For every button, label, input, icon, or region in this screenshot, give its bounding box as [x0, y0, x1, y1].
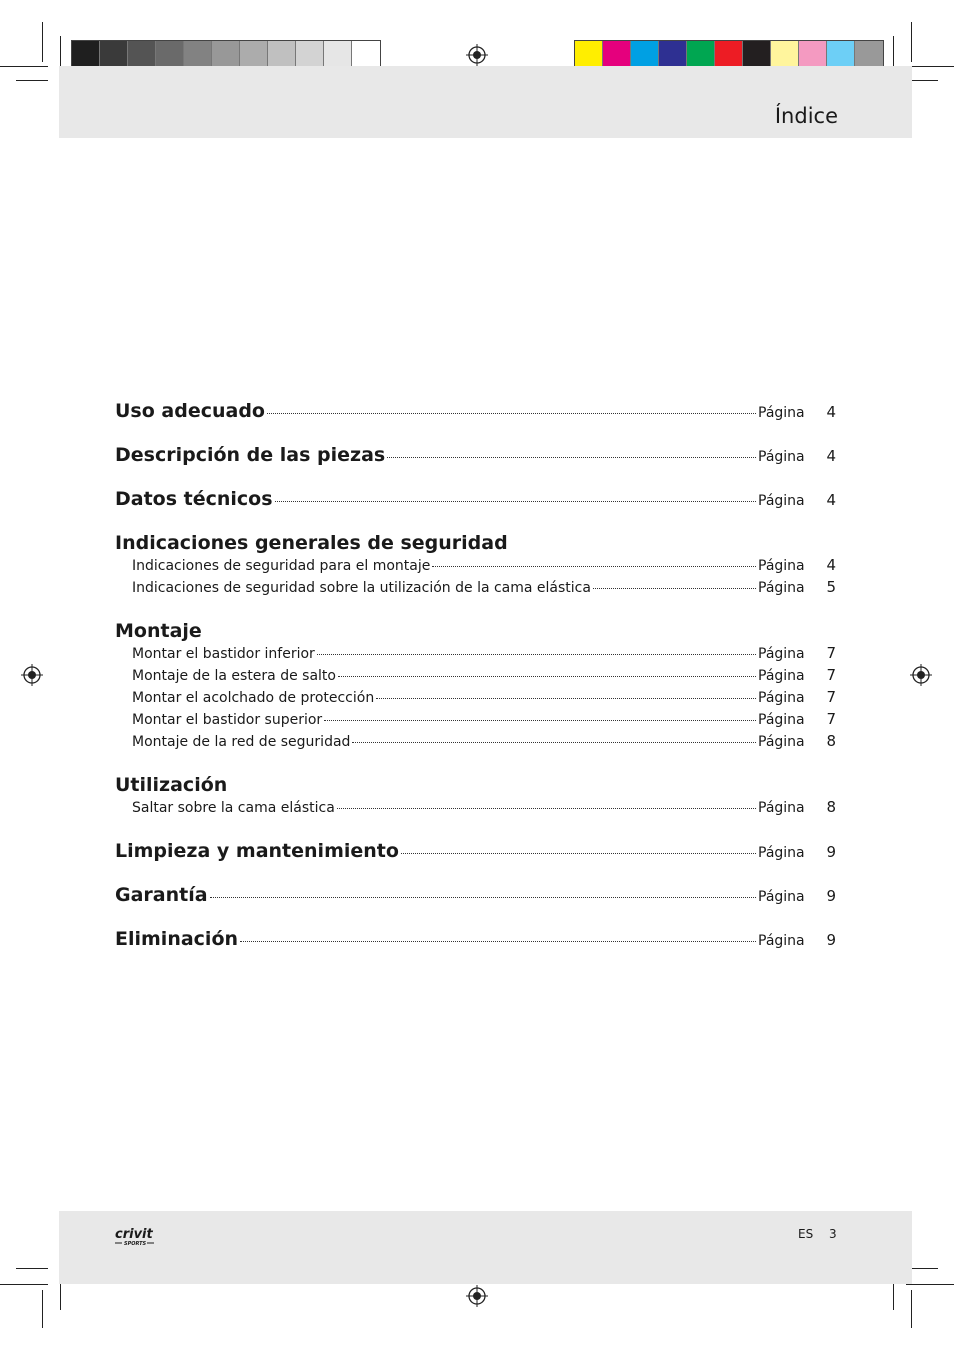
dot-leader [324, 720, 756, 721]
toc-subentry-title: Montaje de la red de seguridad [132, 734, 351, 750]
calibration-swatch [715, 41, 743, 69]
toc-subentry [115, 732, 836, 754]
toc-subentry [115, 578, 836, 600]
calibration-swatch [743, 41, 771, 69]
toc-entry-title: Descripción de las piezas [115, 444, 386, 466]
page-label: Página [758, 449, 805, 465]
page-label: Página [758, 646, 805, 662]
page-label: Página [758, 558, 805, 574]
toc-entry-page: 9 [826, 931, 836, 949]
crop-mark [16, 80, 48, 81]
toc-subentry [115, 710, 836, 732]
page-label: Página [758, 493, 805, 509]
toc-entry-title: Montaje [115, 620, 202, 642]
calibration-swatch [324, 41, 352, 69]
crop-mark [893, 1284, 894, 1310]
calibration-swatch [184, 41, 212, 69]
dot-leader [352, 742, 756, 743]
toc-entry [115, 532, 836, 556]
toc-entry-title: Datos técnicos [115, 488, 273, 510]
calibration-swatch [827, 41, 855, 69]
calibration-swatch [72, 41, 100, 69]
toc-subentry-page: 7 [826, 644, 836, 662]
calibration-swatch [352, 41, 380, 69]
toc-subentry-page: 8 [826, 732, 836, 750]
crop-mark [893, 36, 894, 66]
page-label: Página [758, 712, 805, 728]
toc-subentry [115, 688, 836, 710]
crop-mark [42, 22, 43, 62]
toc-entry [115, 488, 836, 532]
dot-leader [240, 941, 756, 942]
dot-leader [210, 897, 756, 898]
toc-entry-title: Eliminación [115, 928, 239, 950]
page-label: Página [758, 889, 805, 905]
page-label: Página [758, 690, 805, 706]
dot-leader [337, 808, 756, 809]
dot-leader [401, 853, 756, 854]
toc-entry-title: Utilización [115, 774, 228, 796]
toc-subentry-title: Montar el bastidor inferior [132, 646, 315, 662]
toc-entry [115, 774, 836, 798]
crop-mark [60, 36, 61, 66]
toc-subentry-title: Indicaciones de seguridad para el montaje [132, 558, 431, 574]
page-label: Página [758, 800, 805, 816]
crivit-sports-logo [114, 1224, 160, 1248]
calibration-swatch [687, 41, 715, 69]
calibration-swatch [659, 41, 687, 69]
page-label: Página [758, 405, 805, 421]
toc-subentry-title: Montaje de la estera de salto [132, 668, 336, 684]
registration-mark-icon [466, 44, 488, 66]
toc-subentry-title: Indicaciones de seguridad sobre la utilización de la cama elástica [132, 580, 591, 596]
table-of-contents [115, 400, 836, 972]
calibration-swatch [855, 41, 883, 69]
toc-subentry-page: 7 [826, 688, 836, 706]
toc-entry-title: Garantía [115, 884, 208, 906]
crop-mark [16, 1268, 48, 1269]
toc-subentry [115, 798, 836, 820]
dot-leader [338, 676, 756, 677]
toc-subentry-page: 4 [826, 556, 836, 574]
page-label: Página [758, 580, 805, 596]
toc-entry-page: 9 [826, 843, 836, 861]
page-title: Índice [774, 104, 838, 128]
dot-leader [432, 566, 756, 567]
toc-entry-title: Indicaciones generales de seguridad [115, 532, 508, 554]
calibration-swatch [799, 41, 827, 69]
calibration-swatch [268, 41, 296, 69]
language-code: ES [798, 1227, 814, 1241]
toc-subentry-title: Saltar sobre la cama elástica [132, 800, 335, 816]
page-label: Página [758, 845, 805, 861]
calibration-swatch [575, 41, 603, 69]
calibration-swatch [100, 41, 128, 69]
page-number: 3 [829, 1227, 837, 1241]
crop-mark [0, 1284, 48, 1285]
crop-mark [911, 22, 912, 62]
registration-mark-icon [910, 664, 932, 686]
calibration-swatch [212, 41, 240, 69]
toc-entry-title: Uso adecuado [115, 400, 265, 422]
crop-mark [0, 66, 48, 67]
toc-entry-page: 9 [826, 887, 836, 905]
calibration-swatch [771, 41, 799, 69]
dot-leader [376, 698, 756, 699]
toc-subentry-page: 5 [826, 578, 836, 596]
svg-text:crivit: crivit [115, 1227, 153, 1242]
dot-leader [317, 654, 756, 655]
footer-band [59, 1211, 912, 1284]
toc-entry [115, 620, 836, 644]
toc-entry [115, 400, 836, 444]
calibration-swatch [128, 41, 156, 69]
svg-text:SPORTS: SPORTS [124, 1241, 147, 1247]
toc-entry-page: 4 [826, 403, 836, 421]
crop-mark [911, 1290, 912, 1328]
toc-entry [115, 884, 836, 928]
crop-mark [906, 1284, 954, 1285]
registration-mark-icon [466, 1285, 488, 1307]
toc-entry [115, 928, 836, 972]
toc-subentry [115, 556, 836, 578]
toc-subentry-title: Montar el bastidor superior [132, 712, 323, 728]
toc-subentry [115, 644, 836, 666]
dot-leader [387, 457, 756, 458]
page-label: Página [758, 668, 805, 684]
header-band [59, 66, 912, 138]
toc-subentry-page: 7 [826, 666, 836, 684]
crop-mark [42, 1290, 43, 1328]
dot-leader [275, 501, 756, 502]
calibration-swatch [296, 41, 324, 69]
toc-subentry-page: 7 [826, 710, 836, 728]
calibration-swatch [156, 41, 184, 69]
toc-entry-page: 4 [826, 447, 836, 465]
crop-mark [60, 1284, 61, 1310]
toc-entry [115, 840, 836, 884]
registration-mark-icon [21, 664, 43, 686]
calibration-swatch [240, 41, 268, 69]
toc-subentry-title: Montar el acolchado de protección [132, 690, 375, 706]
dot-leader [267, 413, 756, 414]
toc-entry-page: 4 [826, 491, 836, 509]
toc-subentry [115, 666, 836, 688]
dot-leader [593, 588, 756, 589]
toc-subentry-page: 8 [826, 798, 836, 816]
calibration-swatch [631, 41, 659, 69]
page-label: Página [758, 933, 805, 949]
crop-mark [906, 66, 954, 67]
page-label: Página [758, 734, 805, 750]
toc-entry-title: Limpieza y mantenimiento [115, 840, 399, 862]
calibration-swatch [603, 41, 631, 69]
toc-entry [115, 444, 836, 488]
